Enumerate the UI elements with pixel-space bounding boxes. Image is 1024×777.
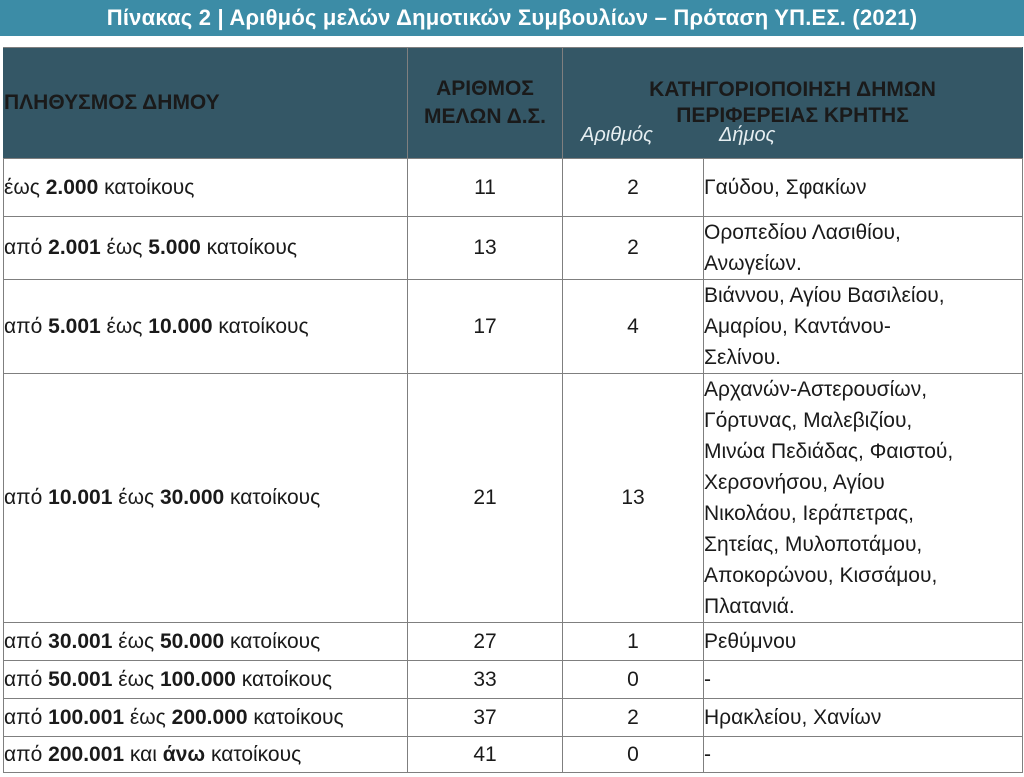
pop-value: 10.001 bbox=[48, 486, 113, 509]
pop-value: 200.000 bbox=[171, 705, 248, 729]
pop-value: 5.000 bbox=[148, 236, 201, 259]
population-cell bbox=[4, 661, 408, 699]
municipality-line: Σητείας, Μυλοποτάμου, bbox=[704, 533, 923, 556]
pop-value: 2.000 bbox=[45, 175, 99, 199]
header-category-line1: ΚΑΤΗΓΟΡΙΟΠΟΙΗΣΗ ΔΗΜΩΝ bbox=[649, 78, 936, 101]
pop-text: από bbox=[4, 314, 49, 338]
municipality-line: Οροπεδίου Λασιθίου, bbox=[704, 221, 901, 244]
municipality-line: Χερσονήσου, Αγίου bbox=[704, 471, 885, 494]
municipalities-cell bbox=[704, 737, 1023, 773]
table-row bbox=[4, 280, 1023, 374]
pop-text: κατοίκους bbox=[212, 314, 309, 338]
municipality-line: Πλατανιά. bbox=[704, 595, 795, 618]
municipality-line: Γόρτυνας, Μαλεβιζίου, bbox=[704, 409, 913, 432]
pop-text: κατοίκους bbox=[224, 486, 321, 509]
pop-text: κατοίκους bbox=[205, 742, 302, 766]
header-members-line2: ΜΕΛΩΝ Δ.Σ. bbox=[424, 105, 546, 128]
pop-value: 50.000 bbox=[159, 629, 225, 653]
pop-text: κατοίκους bbox=[224, 629, 321, 653]
pop-value: 30.001 bbox=[48, 629, 113, 653]
municipalities-cell bbox=[704, 374, 1023, 623]
count-cell: 4 bbox=[563, 280, 704, 374]
table-header-row bbox=[4, 48, 1023, 159]
municipality-line: Νικολάου, Ιεράπετρας, bbox=[704, 502, 914, 525]
count-cell: 2 bbox=[563, 699, 704, 737]
municipality-line: Γαύδου, Σφακίων bbox=[704, 176, 867, 199]
pop-text: έως bbox=[112, 629, 160, 653]
municipality-line: - bbox=[704, 743, 711, 766]
table-row bbox=[4, 374, 1023, 623]
members-cell: 13 bbox=[408, 217, 563, 280]
members-cell: 17 bbox=[408, 280, 563, 374]
header-population: ΠΛΗΘΥΣΜΟΣ ΔΗΜΟΥ bbox=[4, 48, 408, 159]
members-cell: 41 bbox=[408, 737, 563, 773]
members-cell: 11 bbox=[408, 159, 563, 217]
pop-text: από bbox=[4, 629, 49, 653]
municipality-line: Σελίνου. bbox=[704, 346, 782, 369]
table-row bbox=[4, 661, 1023, 699]
pop-text: κατοίκους bbox=[98, 175, 195, 199]
municipalities-cell bbox=[704, 699, 1023, 737]
pop-value: 100.001 bbox=[48, 705, 125, 729]
pop-text: έως bbox=[124, 705, 172, 729]
members-cell: 21 bbox=[408, 374, 563, 623]
pop-text: κατοίκους bbox=[200, 236, 297, 259]
header-members bbox=[408, 48, 563, 159]
count-cell: 0 bbox=[563, 661, 704, 699]
count-cell: 0 bbox=[563, 737, 704, 773]
municipality-line: Αρχανών-Αστερουσίων, bbox=[704, 378, 928, 401]
municipality-line: Ανωγείων. bbox=[704, 252, 802, 275]
header-sub-municipality: Δήμος bbox=[719, 124, 776, 146]
pop-text: από bbox=[4, 667, 49, 691]
pop-value: 10.000 bbox=[148, 314, 213, 338]
table-row bbox=[4, 623, 1023, 661]
municipality-line: Αμαρίου, Καντάνου- bbox=[704, 315, 891, 338]
members-cell: 33 bbox=[408, 661, 563, 699]
pop-text: έως bbox=[100, 236, 149, 259]
count-cell: 13 bbox=[563, 374, 704, 623]
pop-value: 200.001 bbox=[48, 742, 125, 766]
count-cell: 1 bbox=[563, 623, 704, 661]
pop-value: 100.000 bbox=[159, 667, 236, 691]
pop-value: 2.001 bbox=[48, 236, 101, 259]
count-cell: 2 bbox=[563, 159, 704, 217]
table-row bbox=[4, 217, 1023, 280]
header-members-line1: ΑΡΙΘΜΟΣ bbox=[436, 77, 534, 100]
municipalities-cell bbox=[704, 661, 1023, 699]
population-cell bbox=[4, 374, 408, 623]
municipality-line: Αποκορώνου, Κισσάμου, bbox=[704, 564, 938, 587]
pop-text: έως bbox=[100, 314, 149, 338]
council-members-table bbox=[3, 47, 1023, 773]
pop-text: κατοίκους bbox=[235, 667, 332, 691]
pop-text: από bbox=[4, 742, 49, 766]
table-row bbox=[4, 737, 1023, 773]
pop-text: έως bbox=[112, 667, 160, 691]
municipality-line: Ηρακλείου, Χανίων bbox=[704, 706, 882, 729]
pop-text: από bbox=[4, 236, 49, 259]
header-category-line2: ΠΕΡΙΦΕΡΕΙΑΣ ΚΡΗΤΗΣ bbox=[676, 104, 909, 127]
population-cell bbox=[4, 280, 408, 374]
municipality-line: Μινώα Πεδιάδας, Φαιστού, bbox=[704, 440, 954, 463]
header-sub-number: Αριθμός bbox=[581, 124, 653, 146]
municipalities-cell bbox=[704, 623, 1023, 661]
population-cell bbox=[4, 217, 408, 280]
pop-text: από bbox=[4, 486, 49, 509]
pop-value: 30.000 bbox=[159, 486, 225, 509]
header-category bbox=[563, 48, 1023, 159]
pop-text: κατοίκους bbox=[247, 705, 344, 729]
table-title: Πίνακας 2 | Αριθμός μελών Δημοτικών Συμβουλίων – Πρόταση ΥΠ.ΕΣ. (2021) bbox=[0, 0, 1024, 36]
members-cell: 27 bbox=[408, 623, 563, 661]
population-cell bbox=[4, 159, 408, 217]
municipality-line: Ρεθύμνου bbox=[704, 630, 797, 653]
table-row bbox=[4, 699, 1023, 737]
pop-text: έως bbox=[112, 486, 160, 509]
municipalities-cell bbox=[704, 159, 1023, 217]
table-row bbox=[4, 159, 1023, 217]
members-cell: 37 bbox=[408, 699, 563, 737]
population-cell bbox=[4, 737, 408, 773]
population-cell bbox=[4, 623, 408, 661]
pop-value: άνω bbox=[162, 742, 206, 766]
municipalities-cell bbox=[704, 217, 1023, 280]
municipality-line: Βιάννου, Αγίου Βασιλείου, bbox=[704, 284, 945, 307]
count-cell: 2 bbox=[563, 217, 704, 280]
pop-text: από bbox=[4, 705, 49, 729]
municipality-line: - bbox=[704, 668, 711, 691]
pop-text: και bbox=[124, 742, 163, 766]
municipalities-cell bbox=[704, 280, 1023, 374]
pop-value: 5.001 bbox=[48, 314, 101, 338]
pop-value: 50.001 bbox=[48, 667, 113, 691]
population-cell bbox=[4, 699, 408, 737]
pop-text: έως bbox=[4, 175, 46, 199]
